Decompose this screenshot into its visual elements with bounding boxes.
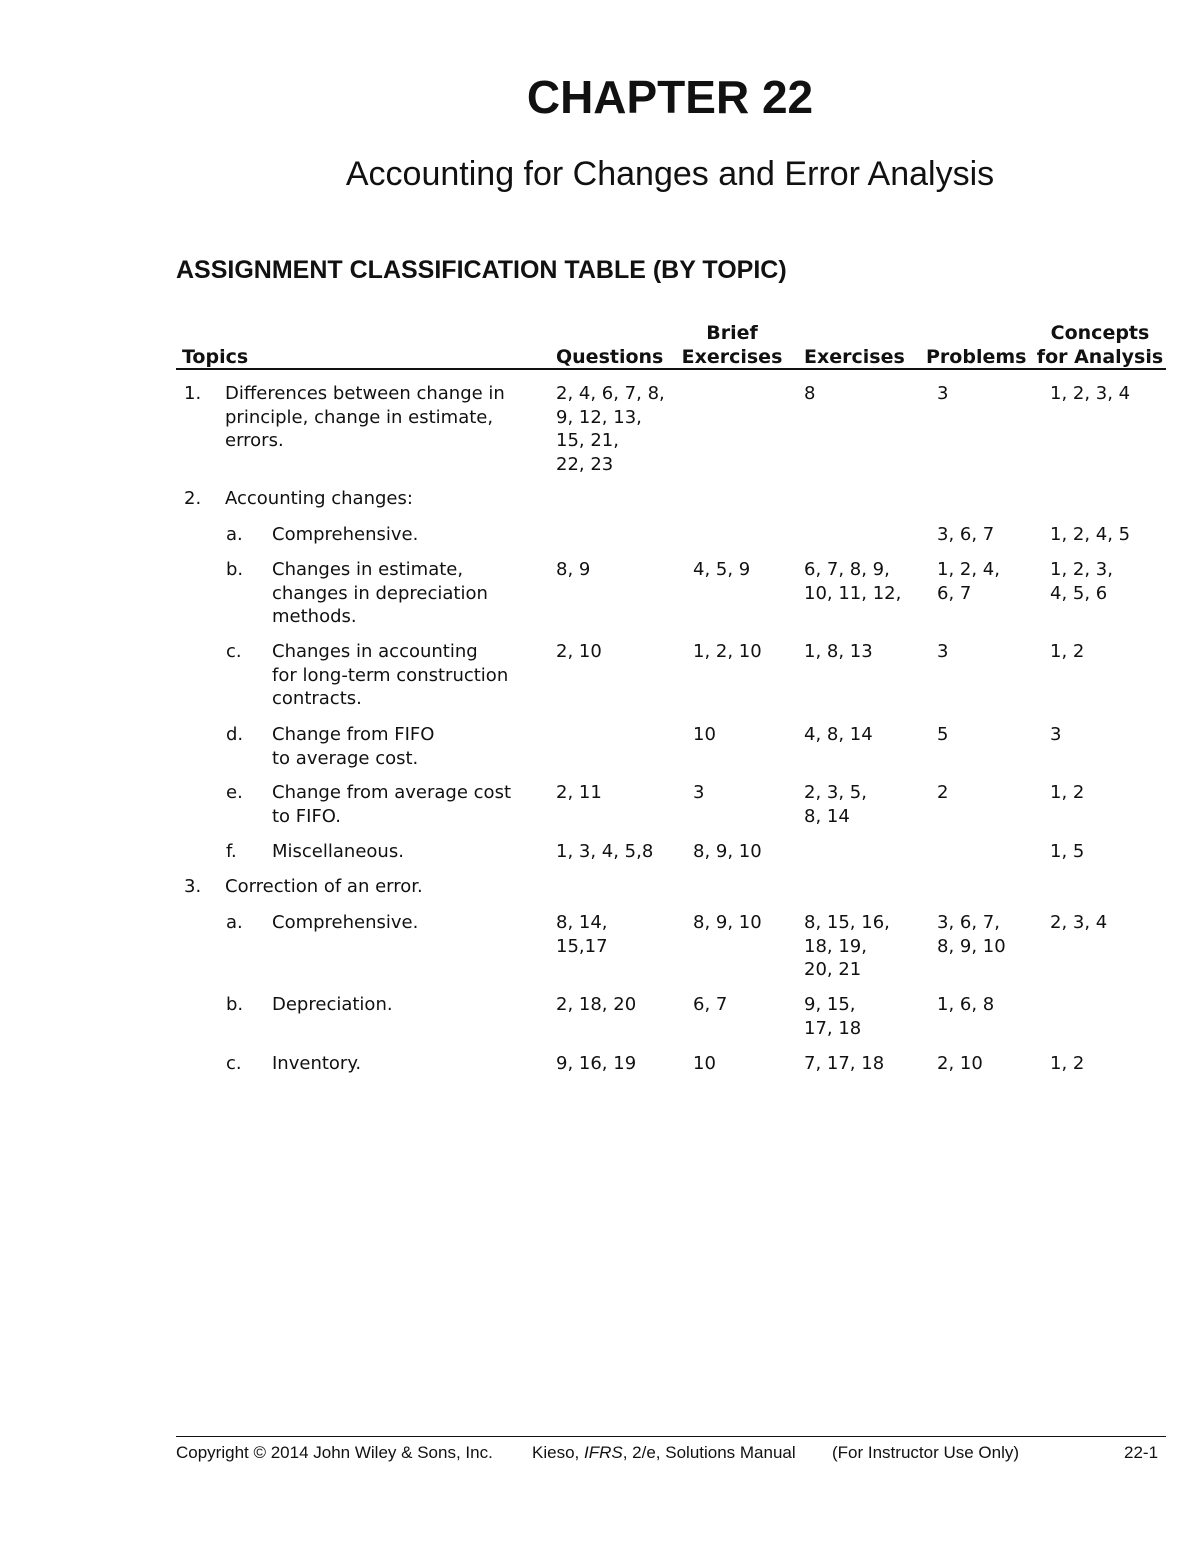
row-topic: Inventory. [272, 1053, 362, 1074]
row-number: 3. [184, 876, 202, 897]
header-exercises: Exercises [804, 346, 905, 368]
cell-questions: 8, 14, 15,17 [556, 912, 608, 957]
cell-questions: 9, 16, 19 [556, 1053, 637, 1074]
row-topic: Comprehensive. [272, 912, 419, 933]
header-topics: Topics [182, 346, 249, 368]
footer-rule [176, 1436, 1166, 1437]
row-number: e. [226, 782, 243, 803]
cell-problems: 3, 6, 7 [937, 524, 995, 545]
row-topic: Changes in accounting for long-term construction contracts. [272, 641, 509, 709]
cell-brief: 8, 9, 10 [693, 912, 762, 933]
cell-concepts: 1, 2 [1050, 641, 1085, 662]
row-topic: Miscellaneous. [272, 841, 404, 862]
row-number: b. [226, 559, 244, 580]
row-number: c. [226, 1053, 242, 1074]
row-topic: Comprehensive. [272, 524, 419, 545]
footer-usage: (For Instructor Use Only) [832, 1443, 1020, 1462]
row-topic: Change from FIFO to average cost. [272, 724, 435, 769]
cell-brief: 10 [693, 1053, 716, 1074]
row-number: a. [226, 912, 243, 933]
row-topic: Changes in estimate, changes in depreciation methods. [272, 559, 488, 627]
cell-brief: 10 [693, 724, 716, 745]
cell-exercises: 8 [804, 383, 816, 404]
cell-concepts: 1, 2 [1050, 1053, 1085, 1074]
row-topic: Differences between change in principle, change in estimate, errors. [225, 383, 505, 451]
header-concepts-1: Concepts [1050, 322, 1150, 344]
cell-problems: 5 [937, 724, 949, 745]
cell-concepts: 1, 5 [1050, 841, 1085, 862]
header-concepts-2: for Analysis [1036, 346, 1164, 368]
header-rule [176, 368, 1166, 370]
cell-questions: 1, 3, 4, 5,8 [556, 841, 654, 862]
cell-brief: 8, 9, 10 [693, 841, 762, 862]
footer-edition: , 2/e, Solutions Manual [622, 1443, 796, 1462]
footer-manual [532, 1443, 796, 1463]
cell-brief: 4, 5, 9 [693, 559, 751, 580]
row-topic: Change from average cost to FIFO. [272, 782, 512, 827]
header-brief-1: Brief [706, 322, 758, 344]
row-number: 1. [184, 383, 202, 404]
cell-concepts: 3 [1050, 724, 1062, 745]
cell-brief: 3 [693, 782, 705, 803]
header-brief-2: Exercises [681, 346, 783, 368]
cell-questions: 2, 11 [556, 782, 602, 803]
cell-problems: 1, 2, 4, 6, 7 [937, 559, 1000, 604]
row-number: d. [226, 724, 244, 745]
cell-exercises: 1, 8, 13 [804, 641, 873, 662]
footer-copyright: Copyright © 2014 John Wiley & Sons, Inc. [176, 1443, 493, 1462]
cell-concepts: 1, 2, 3, 4 [1050, 383, 1131, 404]
row-number: b. [226, 994, 244, 1015]
cell-concepts: 1, 2, 4, 5 [1050, 524, 1131, 545]
cell-brief: 6, 7 [693, 994, 728, 1015]
row-topic: Depreciation. [272, 994, 393, 1015]
cell-exercises: 7, 17, 18 [804, 1053, 885, 1074]
cell-concepts: 1, 2, 3, 4, 5, 6 [1050, 559, 1113, 604]
cell-questions: 8, 9 [556, 559, 591, 580]
cell-problems: 3, 6, 7, 8, 9, 10 [937, 912, 1006, 957]
cell-exercises: 9, 15, 17, 18 [804, 994, 862, 1039]
cell-exercises: 4, 8, 14 [804, 724, 873, 745]
cell-problems: 3 [937, 383, 949, 404]
footer-book: IFRS [583, 1443, 623, 1462]
row-number: a. [226, 524, 243, 545]
chapter-subtitle: Accounting for Changes and Error Analysis [345, 155, 995, 193]
cell-questions: 2, 18, 20 [556, 994, 637, 1015]
cell-problems: 2, 10 [937, 1053, 983, 1074]
footer-page-number: 22-1 [1124, 1443, 1159, 1462]
cell-exercises: 8, 15, 16, 18, 19, 20, 21 [804, 912, 890, 980]
cell-concepts: 1, 2 [1050, 782, 1085, 803]
cell-questions: 2, 10 [556, 641, 602, 662]
row-number: 2. [184, 488, 202, 509]
header-problems: Problems [926, 346, 1027, 368]
section-title: ASSIGNMENT CLASSIFICATION TABLE (BY TOPIC) [176, 256, 787, 284]
cell-questions: 2, 4, 6, 7, 8, 9, 12, 13, 15, 21, 22, 23 [556, 383, 665, 475]
header-questions: Questions [556, 346, 664, 368]
footer-author: Kieso, [532, 1443, 580, 1462]
chapter-title: CHAPTER 22 [526, 71, 814, 123]
cell-brief: 1, 2, 10 [693, 641, 762, 662]
cell-exercises: 6, 7, 8, 9, 10, 11, 12, [804, 559, 902, 604]
cell-problems: 2 [937, 782, 949, 803]
cell-exercises: 2, 3, 5, 8, 14 [804, 782, 867, 827]
cell-problems: 1, 6, 8 [937, 994, 995, 1015]
cell-concepts: 2, 3, 4 [1050, 912, 1108, 933]
cell-problems: 3 [937, 641, 949, 662]
row-number: f. [226, 841, 237, 862]
row-topic: Accounting changes: [225, 488, 413, 509]
row-topic: Correction of an error. [225, 876, 423, 897]
row-number: c. [226, 641, 242, 662]
